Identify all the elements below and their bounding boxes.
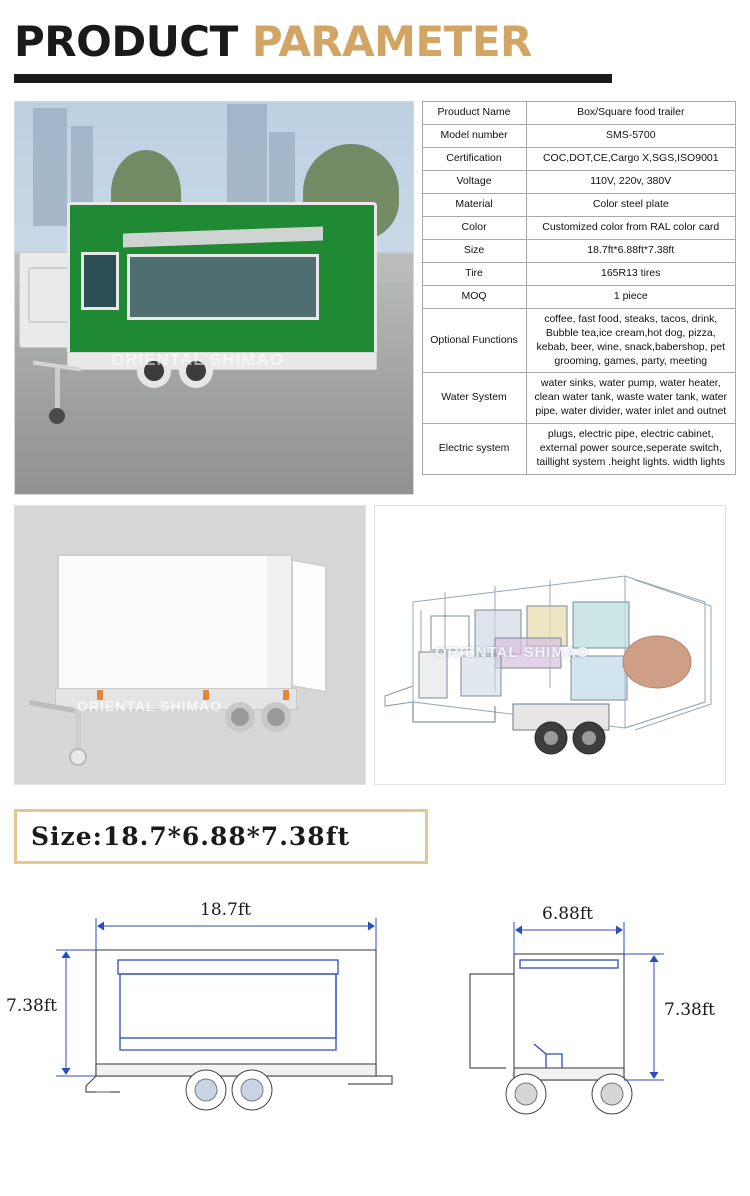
spec-key: Tire [422, 262, 526, 285]
spec-value: water sinks, water pump, water heater, clean water tank, waste water tank, water pipe, water divider, water inlet and outnet [526, 373, 735, 424]
page-title-part1: PRODUCT [14, 17, 238, 66]
photo-side-window [81, 252, 119, 310]
table-row [422, 102, 735, 125]
dimension-drawings [0, 878, 750, 1128]
table-row [422, 170, 735, 193]
spec-value: COC,DOT,CE,Cargo X,SGS,ISO9001 [526, 148, 735, 171]
table-row [422, 148, 735, 171]
table-row [422, 285, 735, 308]
photo-building [33, 108, 67, 226]
render-rear-door [291, 559, 327, 693]
page-header [0, 0, 750, 83]
spec-key: Size [422, 239, 526, 262]
photo-wheel [137, 354, 171, 388]
cutaway-svg [375, 506, 726, 785]
dim-front-height-label: 7.38ft [664, 1000, 715, 1021]
render-hatch [203, 690, 209, 700]
table-row [422, 373, 735, 424]
table-row [422, 308, 735, 373]
dim-front-width-label: 6.88ft [542, 904, 593, 925]
page-title [14, 17, 736, 66]
render-jack [75, 710, 81, 752]
white-trailer-render [14, 505, 366, 785]
spec-key: Optional Functions [422, 308, 526, 373]
spec-value: Customized color from RAL color card [526, 216, 735, 239]
page-title-part2: PARAMETER [251, 17, 532, 66]
watermark-render-left: ORIENTAL SHIMAO [77, 698, 223, 715]
specification-table [422, 101, 736, 475]
watermark-render-right: ORIENTAL SHIMAO [435, 644, 590, 662]
render-wheel [261, 702, 291, 732]
table-row [422, 424, 735, 475]
render-hatch [97, 690, 103, 700]
dimension-svg [0, 878, 750, 1128]
spec-key: MOQ [422, 285, 526, 308]
spec-key: Material [422, 193, 526, 216]
photo-wheel [179, 354, 213, 388]
render-jack-wheel [69, 748, 87, 766]
watermark-photo: ORIENTAL SHIMAO [111, 350, 285, 370]
photo-jack-wheel [55, 368, 60, 412]
size-banner [14, 809, 428, 864]
spec-key: Electric system [422, 424, 526, 475]
render-hatch [283, 690, 289, 700]
table-row [422, 262, 735, 285]
spec-key: Color [422, 216, 526, 239]
render-row [14, 505, 736, 785]
spec-value: Box/Square food trailer [526, 102, 735, 125]
product-photo [14, 101, 414, 495]
spec-value: 18.7ft*6.88ft*7.38ft [526, 239, 735, 262]
spec-key: Certification [422, 148, 526, 171]
photo-service-window [127, 254, 319, 320]
render-wheel [225, 702, 255, 732]
header-divider [14, 74, 612, 83]
table-row [422, 216, 735, 239]
spec-value: 110V, 220v, 380V [526, 170, 735, 193]
spec-value: SMS-5700 [526, 125, 735, 148]
spec-key: Voltage [422, 170, 526, 193]
spec-value: Color steel plate [526, 193, 735, 216]
render-trailer-body [57, 554, 293, 692]
spec-value: plugs, electric pipe, electric cabinet, external power source,seperate switch, taillight system .height lights. width lights [526, 424, 735, 475]
spec-value: 1 piece [526, 285, 735, 308]
spec-value: 165R13 tires [526, 262, 735, 285]
spec-key: Prouduct Name [422, 102, 526, 125]
size-banner-text: Size:18.7*6.88*7.38ft [31, 822, 350, 852]
top-section [14, 101, 736, 495]
cutaway-trailer-render [374, 505, 726, 785]
table-row [422, 239, 735, 262]
table-row [422, 193, 735, 216]
dim-side-length-label: 18.7ft [200, 900, 251, 921]
photo-trailer-skirt [67, 352, 377, 370]
spec-value: coffee, fast food, steaks, tacos, drink, Bubble tea,ice cream,hot dog, pizza, kebab, beer, wine, snack,babershop, pet grooming, games, party, meeting [526, 308, 735, 373]
spec-key: Model number [422, 125, 526, 148]
table-row [422, 125, 735, 148]
render-trailer-skirt [55, 688, 297, 710]
spec-key: Water System [422, 373, 526, 424]
dim-side-height-label: 7.38ft [6, 996, 57, 1017]
